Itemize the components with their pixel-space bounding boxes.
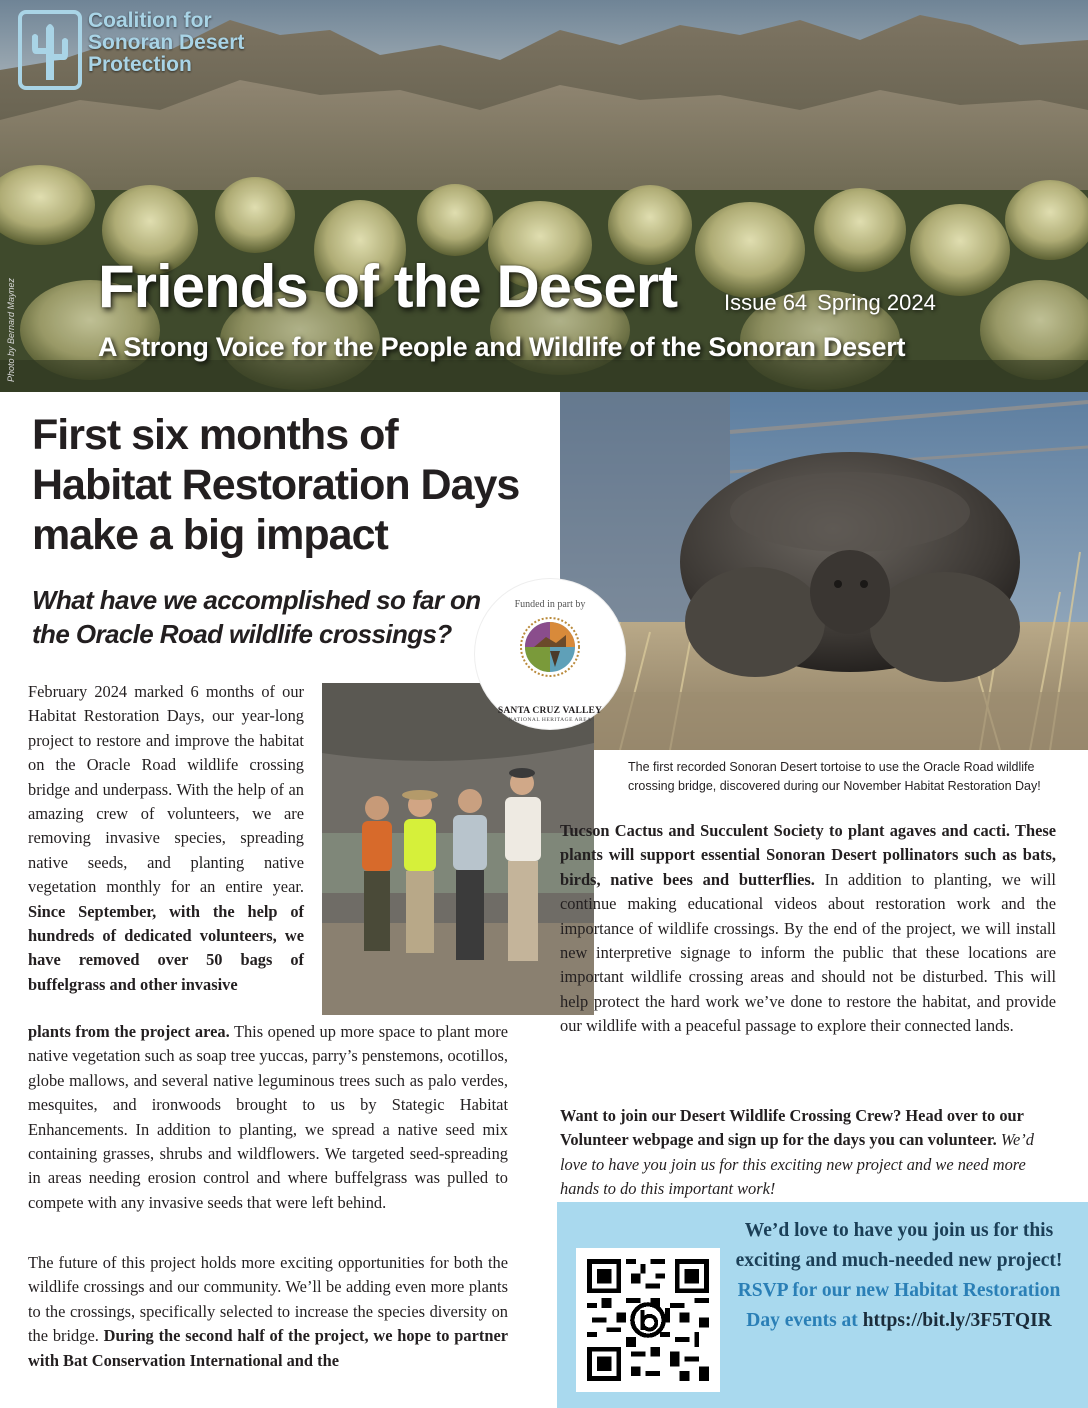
rsvp-qr-code[interactable] bbox=[576, 1248, 720, 1392]
rsvp-callout-text bbox=[733, 1216, 1065, 1336]
funding-org-name: SANTA CRUZ VALLEY bbox=[497, 706, 603, 716]
article-paragraph-1a bbox=[28, 680, 304, 997]
p3-bold-text: Tucson Cactus and Succulent Society to plant agaves and cacti. These plants will support essential Sonoran Desert pollinators such as bats, birds, native bees and butterflies. bbox=[560, 821, 1056, 889]
issue-info bbox=[724, 290, 946, 316]
headline-line-2: Habitat Restoration Days bbox=[32, 461, 520, 509]
tortoise-image bbox=[560, 392, 1088, 750]
org-name-line-2: Sonoran Desert bbox=[88, 31, 245, 54]
p4-bold-text: Want to join our Desert Wildlife Crossing Crew? Head over to our Volunteer webpage and sign up for the days you can volunteer. bbox=[560, 1106, 1024, 1150]
saguaro-logo-icon bbox=[18, 10, 82, 90]
p1-bold-text-b: plants from the project area. bbox=[28, 1022, 230, 1041]
funding-badge[interactable] bbox=[475, 579, 625, 729]
photo-caption: The first recorded Sonoran Desert tortoise to use the Oracle Road wildlife crossing bridge, discovered during our November Habitat Restoration Day! bbox=[628, 760, 1041, 793]
newsletter-tagline: A Strong Voice for the People and Wildlife of the Sonoran Desert bbox=[98, 332, 906, 362]
p3-text: In addition to planting, we will continue making educational videos about restoration work and the importance of wildlife crossings. By the end of the project, we will install new interpretive signage to inform the public that these locations are important wildlife crossing areas and should not be disturbed. This will help protect the hard work we’ve done to restore the habitat, and provide our wildlife with a peaceful passage to explore their connected lands. bbox=[560, 869, 1056, 1036]
funding-label: Funded in part by bbox=[514, 599, 586, 610]
volunteers-photo bbox=[322, 683, 594, 1015]
issue-season: Spring 2024 bbox=[817, 290, 936, 315]
issue-number: Issue 64 bbox=[724, 290, 808, 315]
org-logo[interactable] bbox=[18, 10, 244, 90]
p1-bold-text-a: Since September, with the help of hundreds of dedicated volunteers, we have removed over 50 bags of buffelgrass and other invasive bbox=[28, 901, 304, 994]
org-name-line-3: Protection bbox=[88, 53, 192, 76]
p4-italic-text: We’d love to have you join us for this exciting new project and we need more hands to do this important work! bbox=[560, 1130, 1034, 1199]
article-paragraph-4 bbox=[560, 1104, 1060, 1202]
p1-end-text: This opened up more space to plant more native vegetation such as soap tree yuccas, parry’s penstemons, ocotillos, globe mallows, and several native leguminous trees such as palo verdes, mesquites, and ironwoods brought to us by Stategic Habitat Enhancements. In addition to planting, we spread a native seed mix containing grasses, shrubs and wildflowers. We targeted seed-spreading in areas needing erosion control and where buffelgrass was pulled to compete with any invasive seeds that were left behind. bbox=[28, 1022, 508, 1212]
p2-bold-text: During the second half of the project, we hope to partner with Bat Conservation International and the bbox=[28, 1326, 508, 1370]
p1-start-text: February 2024 marked 6 months of our Habitat Restoration Days, our year-long project to restore and improve the habitat on the Oracle Road wildlife crossing bridge and underpass. With the help of an amazing crew of volunteers, we are removing invasive species, spreading native seeds, and planting native vegetation monthly for an entire year. bbox=[28, 682, 304, 897]
volunteers-image bbox=[322, 683, 594, 1015]
headline-line-1: First six months of bbox=[32, 411, 398, 459]
org-name bbox=[88, 10, 244, 76]
funding-org-subtitle: NATIONAL HERITAGE AREA bbox=[508, 717, 592, 723]
rsvp-link[interactable]: https://bit.ly/3F5TQIR bbox=[862, 1310, 1052, 1331]
masthead-banner bbox=[0, 0, 1088, 392]
subhead-line-2: the Oracle Road wildlife crossings? bbox=[32, 619, 452, 649]
article-paragraph-3 bbox=[560, 819, 1056, 1039]
article-paragraph-1b bbox=[28, 1020, 508, 1215]
p2-text: The future of this project holds more exciting opportunities for both the wildlife crossings and our community. We’ll be adding even more plants to the crossings, specifically selected to increase the species diversity on the bridge. bbox=[28, 1253, 508, 1346]
subhead-line-1: What have we accomplished so far on bbox=[32, 585, 481, 615]
qr-code-icon bbox=[587, 1259, 709, 1381]
photo-credit: Photo by Bernard Maynez bbox=[6, 277, 16, 382]
org-name-line-1: Coalition for bbox=[88, 9, 212, 32]
heritage-area-logo-icon bbox=[520, 617, 580, 677]
cta-invitation: We’d love to have you join us for this exciting and much-needed new project! bbox=[735, 1220, 1063, 1271]
headline-line-3: make a big impact bbox=[32, 511, 388, 559]
article-paragraph-2 bbox=[28, 1251, 508, 1373]
tortoise-photo bbox=[560, 392, 1088, 750]
cta-rsvp: RSVP for our new Habitat Restoration Day events at bbox=[737, 1280, 1061, 1331]
article-subheadline bbox=[32, 583, 502, 651]
article-headline bbox=[32, 410, 552, 560]
newsletter-title: Friends of the Desert bbox=[98, 253, 678, 320]
